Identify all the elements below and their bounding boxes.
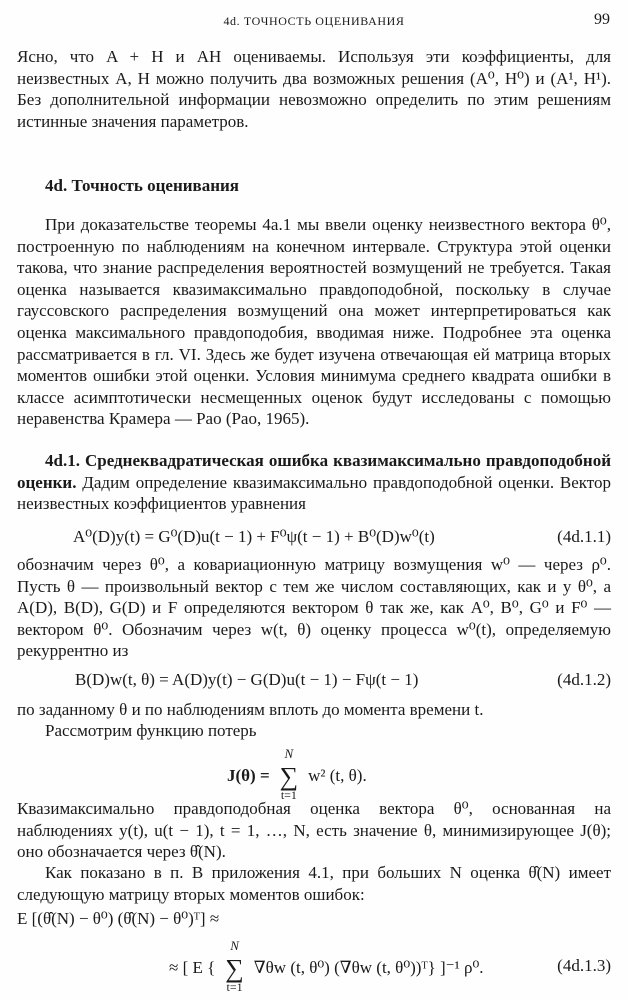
equation-formula: A⁰(D)y(t) = G⁰(D)u(t − 1) + F⁰ψ(t − 1) + B⁰(D)w⁰(t) [73, 527, 435, 546]
sum-upper-limit: N [230, 938, 239, 953]
paragraph-2: При доказательстве теоремы 4a.1 мы ввели оценку неизвестного вектора θ⁰, построенную по наблюдениям на конечном интервале. Структура этой оценки такова, что знание распределения вероятностей возмущений не требуется. Такая оценка называется квазимаксимально правдоподобной, поскольку в случае гауссовского распределения возмущений она может интерпретироваться как оценка максимального правдоподобия, вводимая ниже. Подробнее эта оценка рассматривается в гл. VI. Здесь же будет изучена отвечающая ей матрица вторых моментов ошибки этой оценки. Условия минимума среднего квадрата ошибки в классе асимптотически несмещенных оценок будут исследованы с помощью неравенства Крамера — Рао (Рао, 1965). [17, 215, 611, 429]
running-header [0, 10, 628, 32]
equation-4d-1-3-line-1 [17, 909, 611, 935]
equation-lhs: E [(θ̂(N) − θ⁰) (θ̂(N) − θ⁰)ᵀ] ≈ [17, 909, 220, 928]
equation-4d-1-2 [17, 670, 611, 696]
equation-number: (4d.1.3) [557, 956, 611, 975]
equation-formula: B(D)w(t, θ) = A(D)y(t) − G(D)u(t − 1) − Fψ(t − 1) [75, 670, 419, 689]
section-title: 4d. Точность оценивания [45, 176, 240, 195]
equation-suffix: ∇θw (t, θ⁰) (∇θw (t, θ⁰))ᵀ} ]⁻¹ ρ⁰. [253, 957, 484, 977]
paragraph-7: Квазимаксимально правдоподобная оценка вектора θ⁰, основанная на наблюдениях y(t), u(t − 1), t = 1, …, N, есть значение θ, минимизирующее J(θ); оно обозначается через θ̂(N). [17, 799, 611, 862]
equation-number: (4d.1.1) [557, 527, 611, 546]
paragraph-8: Как показано в п. В приложения 4.1, при больших N оценка θ̂(N) имеет следующую матрицу вторых моментов ошибок: [17, 863, 611, 904]
sum-lower-limit: t=1 [226, 980, 243, 994]
paragraph-4: обозначим через θ⁰, а ковариационную матрицу возмущения w⁰ — через ρ⁰. Пусть θ — произвольный вектор с тем же числом составляющих, как и у θ⁰, а A(D), B(D), G(D) и F определяются вектором θ так же, как A⁰, B⁰, G⁰ и F⁰ — вектором θ⁰. Обозначим через w(t, θ) оценку процесса w⁰(t), определяемую рекуррентно из [17, 555, 611, 661]
equation-rhs: w² (t, θ). [308, 765, 367, 785]
paragraph-3 [17, 450, 611, 515]
equation-4d-1-1 [17, 527, 611, 553]
equation-4d-1-3-line-2 [17, 938, 611, 994]
running-title: 4d. ТОЧНОСТЬ ОЦЕНИВАНИЯ [223, 14, 405, 28]
paragraph-6: Рассмотрим функцию потерь [45, 721, 257, 740]
equation-lhs: J(θ) = [227, 765, 270, 785]
page-number: 99 [594, 11, 610, 28]
paragraph-5: по заданному θ и по наблюдениям вплоть до момента времени t. [17, 700, 484, 719]
equation-number: (4d.1.2) [557, 670, 611, 689]
equation-prefix: ≈ [ E { [169, 957, 216, 977]
paragraph-3-text: Дадим определение квазимаксимально правдоподобной оценки. Вектор неизвестных коэффициентов уравнения [17, 472, 611, 514]
sum-lower-limit: t=1 [280, 788, 297, 802]
equation-loss-function [17, 746, 611, 802]
subsection-title: 4d.1. Среднеквадратическая ошибка квазимаксимально правдоподобной оценки. [17, 451, 611, 492]
sum-symbol: N ∑ t=1 [220, 956, 250, 982]
sum-upper-limit: N [284, 746, 294, 761]
sum-symbol: N ∑ t=1 [274, 764, 304, 790]
paragraph-1: Ясно, что A + H и AH оцениваемы. Используя эти коэффициенты, для неизвестных A, H можно получить два возможных решения (A⁰, H⁰) и (A¹, H¹). Без дополнительной информации невозможно определить по этим решениям истинные значения параметров. [17, 47, 611, 131]
